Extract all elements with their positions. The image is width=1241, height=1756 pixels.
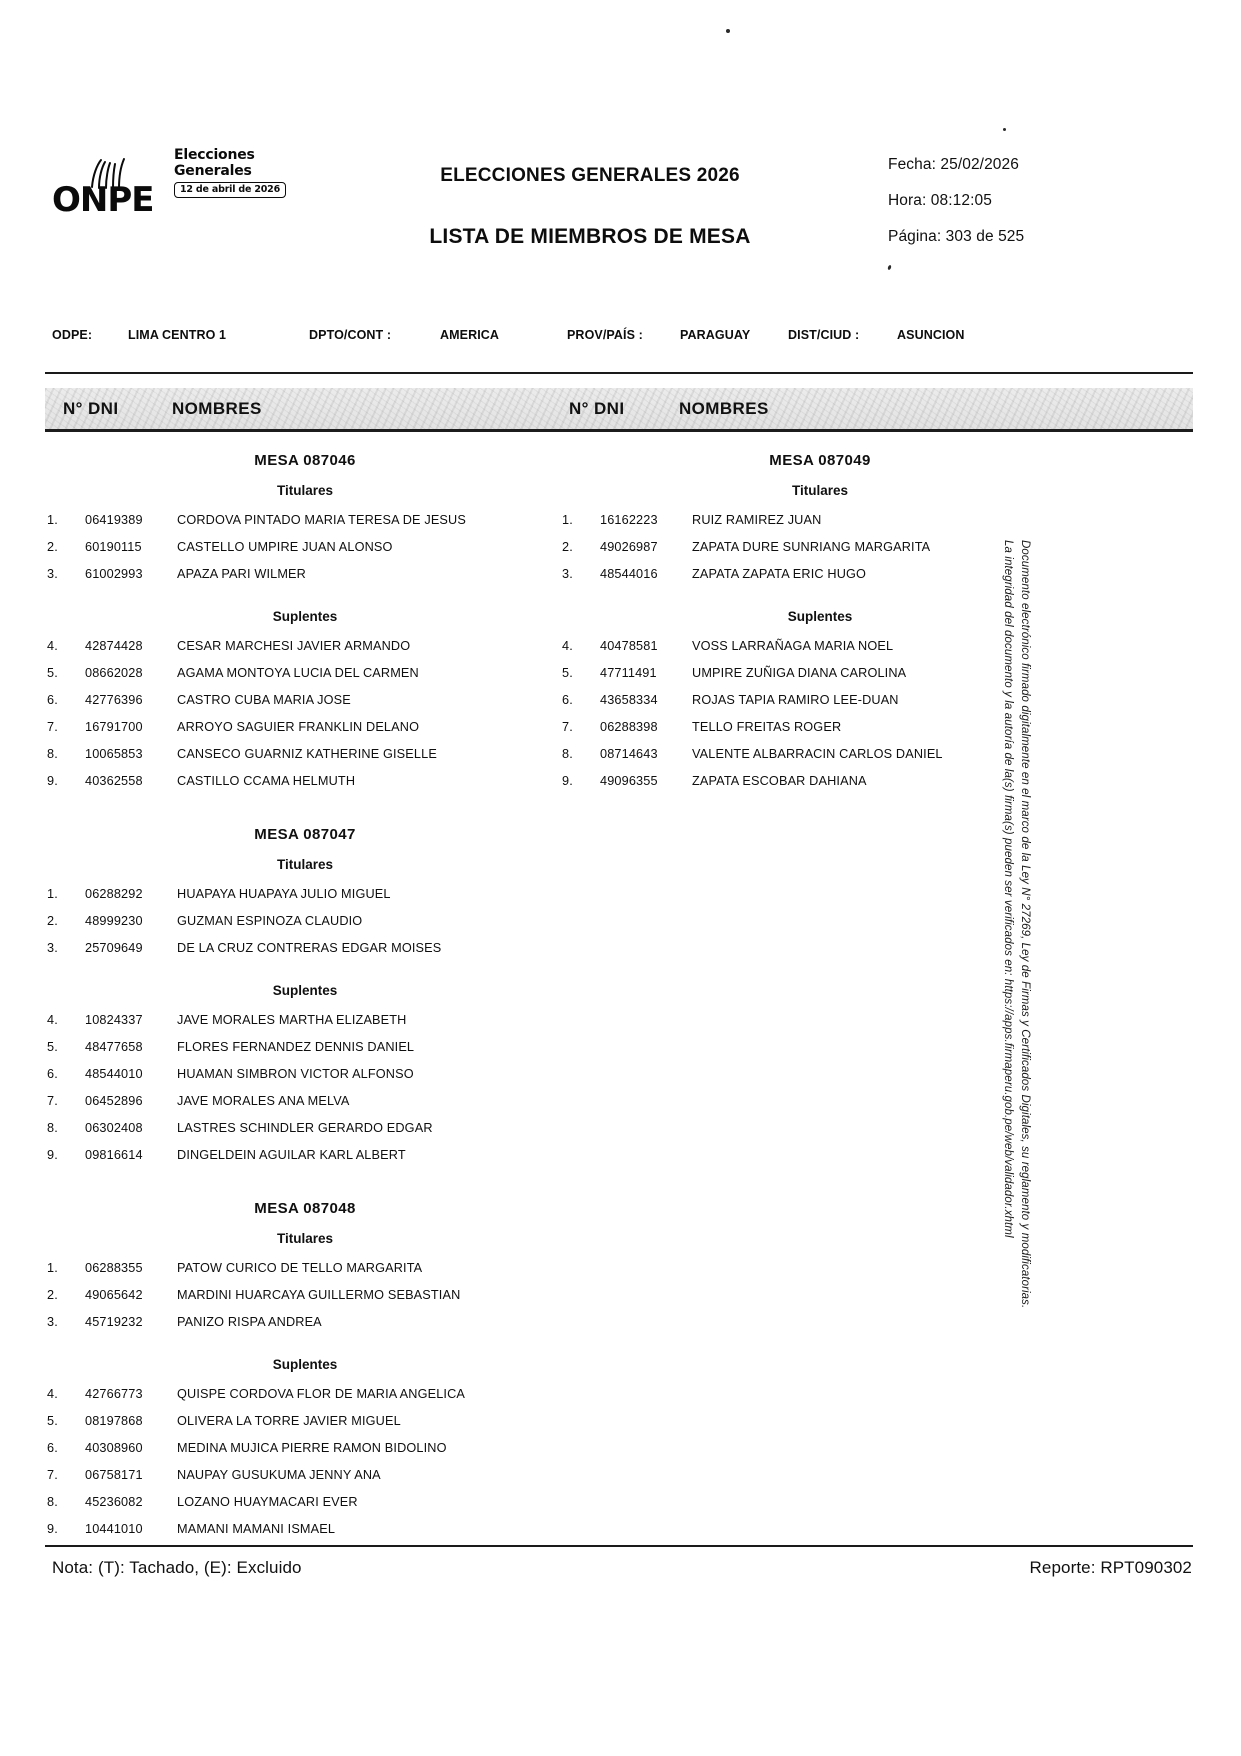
row-name: MAMANI MAMANI ISMAEL bbox=[177, 1522, 336, 1536]
row-name: CORDOVA PINTADO MARIA TERESA DE JESUS bbox=[177, 513, 466, 527]
table-row bbox=[45, 1384, 565, 1411]
row-dni: 60190115 bbox=[85, 540, 142, 554]
row-name: DINGELDEIN AGUILAR KARL ALBERT bbox=[177, 1148, 406, 1162]
row-dni: 10441010 bbox=[85, 1522, 143, 1536]
divider-bottom bbox=[45, 1545, 1193, 1547]
row-dni: 16162223 bbox=[600, 513, 658, 527]
row-name: RUIZ RAMIREZ JUAN bbox=[692, 513, 822, 527]
row-dni: 48544016 bbox=[600, 567, 658, 581]
row-dni: 06288355 bbox=[85, 1261, 143, 1275]
row-dni: 48477658 bbox=[85, 1040, 143, 1054]
table-row bbox=[45, 1091, 565, 1118]
row-index: 3. bbox=[47, 567, 58, 581]
row-name: MARDINI HUARCAYA GUILLERMO SEBASTIAN bbox=[177, 1288, 461, 1302]
row-index: 4. bbox=[47, 1013, 58, 1027]
row-name: LASTRES SCHINDLER GERARDO EDGAR bbox=[177, 1121, 433, 1135]
prov-label: PROV/PAÍS : bbox=[567, 328, 643, 342]
row-dni: 48544010 bbox=[85, 1067, 143, 1081]
digital-signature-note bbox=[999, 540, 1034, 1309]
mesa-block bbox=[45, 452, 565, 798]
table-row bbox=[45, 537, 565, 564]
row-index: 2. bbox=[47, 914, 58, 928]
row-name: FLORES FERNANDEZ DENNIS DANIEL bbox=[177, 1040, 415, 1054]
signature-note-line-1: Documento electrónico firmado digitalmente en el marco de la Ley N° 27269, Ley de Firmas y Certificados Digitales, su reglamento y modificatorias. bbox=[1019, 540, 1031, 1309]
table-row bbox=[45, 1285, 565, 1312]
row-dni: 61002993 bbox=[85, 567, 143, 581]
row-dni: 40308960 bbox=[85, 1441, 143, 1455]
table-row bbox=[45, 636, 565, 663]
row-name: APAZA PARI WILMER bbox=[177, 567, 306, 581]
row-index: 2. bbox=[562, 540, 573, 554]
row-dni: 48999230 bbox=[85, 914, 143, 928]
onpe-wordmark: ONPE bbox=[52, 180, 154, 220]
row-index: 7. bbox=[47, 1094, 58, 1108]
row-name: NAUPAY GUSUKUMA JENNY ANA bbox=[177, 1468, 381, 1482]
row-name: DE LA CRUZ CONTRERAS EDGAR MOISES bbox=[177, 941, 442, 955]
logo-line-generales: Generales bbox=[174, 163, 252, 180]
row-index: 1. bbox=[47, 1261, 58, 1275]
row-index: 6. bbox=[47, 693, 58, 707]
mesa-column-left bbox=[45, 452, 565, 1546]
row-name: ARROYO SAGUIER FRANKLIN DELANO bbox=[177, 720, 420, 734]
divider-top bbox=[45, 372, 1193, 374]
footer-report-code: Reporte: RPT090302 bbox=[1029, 1558, 1192, 1577]
row-dni: 06419389 bbox=[85, 513, 143, 527]
scan-speck-icon bbox=[1003, 128, 1006, 131]
row-name: ZAPATA DURE SUNRIANG MARGARITA bbox=[692, 540, 931, 554]
table-row bbox=[45, 911, 565, 938]
table-row bbox=[45, 1411, 565, 1438]
row-index: 5. bbox=[562, 666, 573, 680]
row-dni: 45719232 bbox=[85, 1315, 143, 1329]
row-dni: 10824337 bbox=[85, 1013, 143, 1027]
column-header-nombres-right: NOMBRES bbox=[679, 399, 769, 418]
onpe-logo-text bbox=[174, 147, 314, 198]
row-index: 6. bbox=[47, 1441, 58, 1455]
row-index: 8. bbox=[47, 1495, 58, 1509]
row-name: MEDINA MUJICA PIERRE RAMON BIDOLINO bbox=[177, 1441, 447, 1455]
row-index: 5. bbox=[47, 1040, 58, 1054]
role-heading-suplentes: Suplentes bbox=[787, 609, 853, 624]
table-row bbox=[45, 744, 565, 771]
row-index: 3. bbox=[47, 941, 58, 955]
table-row bbox=[45, 1312, 565, 1339]
table-row bbox=[560, 510, 1080, 537]
row-index: 7. bbox=[562, 720, 573, 734]
row-dni: 25709649 bbox=[85, 941, 143, 955]
table-row bbox=[45, 1145, 565, 1172]
role-heading-titulares: Titulares bbox=[276, 857, 334, 872]
row-dni: 49026987 bbox=[600, 540, 658, 554]
row-index: 4. bbox=[562, 639, 573, 653]
row-index: 2. bbox=[47, 540, 58, 554]
meta-hora: Hora: 08:12:05 bbox=[888, 192, 992, 209]
dpto-label: DPTO/CONT : bbox=[309, 328, 392, 342]
row-index: 6. bbox=[562, 693, 573, 707]
footer-note: Nota: (T): Tachado, (E): Excluido bbox=[52, 1558, 302, 1577]
row-name: CASTRO CUBA MARIA JOSE bbox=[177, 693, 351, 707]
location-row bbox=[52, 328, 1192, 350]
row-index: 4. bbox=[47, 639, 58, 653]
table-row bbox=[45, 1465, 565, 1492]
scan-speck-icon bbox=[887, 265, 892, 271]
logo-date-badge: 12 de abril de 2026 bbox=[174, 182, 286, 198]
dpto-value: AMERICA bbox=[440, 328, 500, 342]
odpe-value: LIMA CENTRO 1 bbox=[128, 328, 227, 342]
row-name: JAVE MORALES ANA MELVA bbox=[177, 1094, 350, 1108]
table-row bbox=[45, 884, 565, 911]
row-name: CASTELLO UMPIRE JUAN ALONSO bbox=[177, 540, 393, 554]
row-name: ROJAS TAPIA RAMIRO LEE-DUAN bbox=[692, 693, 899, 707]
mesa-block bbox=[45, 826, 565, 1172]
row-dni: 42766773 bbox=[85, 1387, 143, 1401]
table-row bbox=[45, 1118, 565, 1145]
table-row bbox=[45, 690, 565, 717]
row-dni: 06452896 bbox=[85, 1094, 143, 1108]
signature-note-line-2: La integridad del documento y la autoría de la(s) firma(s) pueden ser verificados en: https://apps.firmaperu.gob.pe/web/validador.xhtml bbox=[1001, 540, 1014, 1238]
row-dni: 40478581 bbox=[600, 639, 658, 653]
scan-speck-icon bbox=[726, 29, 730, 33]
role-heading-suplentes: Suplentes bbox=[272, 1357, 338, 1372]
row-index: 7. bbox=[47, 1468, 58, 1482]
row-index: 1. bbox=[47, 887, 58, 901]
row-dni: 06302408 bbox=[85, 1121, 143, 1135]
table-row bbox=[45, 1438, 565, 1465]
row-name: PANIZO RISPA ANDREA bbox=[177, 1315, 322, 1329]
table-row bbox=[45, 663, 565, 690]
table-row bbox=[45, 1010, 565, 1037]
role-heading-titulares: Titulares bbox=[791, 483, 849, 498]
row-index: 8. bbox=[47, 747, 58, 761]
dist-label: DIST/CIUD : bbox=[788, 328, 860, 342]
row-index: 2. bbox=[47, 1288, 58, 1302]
meta-fecha: Fecha: 25/02/2026 bbox=[888, 156, 1019, 173]
row-index: 9. bbox=[47, 1148, 58, 1162]
row-dni: 49096355 bbox=[600, 774, 658, 788]
row-name: LOZANO HUAYMACARI EVER bbox=[177, 1495, 358, 1509]
row-dni: 08197868 bbox=[85, 1414, 143, 1428]
odpe-label: ODPE: bbox=[52, 328, 93, 342]
table-row bbox=[45, 771, 565, 798]
row-name: VOSS LARRAÑAGA MARIA NOEL bbox=[692, 639, 894, 653]
table-column-header bbox=[45, 388, 1193, 432]
row-name: PATOW CURICO DE TELLO MARGARITA bbox=[177, 1261, 423, 1275]
document-footer bbox=[52, 1558, 1192, 1598]
row-name: UMPIRE ZUÑIGA DIANA CAROLINA bbox=[692, 666, 907, 680]
row-index: 9. bbox=[562, 774, 573, 788]
row-name: ZAPATA ESCOBAR DAHIANA bbox=[692, 774, 867, 788]
page-title: ELECCIONES GENERALES 2026 bbox=[440, 165, 740, 186]
role-heading-titulares: Titulares bbox=[276, 1231, 334, 1246]
row-index: 1. bbox=[47, 513, 58, 527]
row-index: 8. bbox=[47, 1121, 58, 1135]
row-name: HUAPAYA HUAPAYA JULIO MIGUEL bbox=[177, 887, 391, 901]
row-dni: 09816614 bbox=[85, 1148, 143, 1162]
row-index: 9. bbox=[47, 774, 58, 788]
row-name: AGAMA MONTOYA LUCIA DEL CARMEN bbox=[177, 666, 419, 680]
row-index: 3. bbox=[562, 567, 573, 581]
column-header-nombres-left: NOMBRES bbox=[172, 399, 262, 418]
row-dni: 49065642 bbox=[85, 1288, 143, 1302]
meta-pagina: Página: 303 de 525 bbox=[888, 228, 1025, 245]
mesa-title: MESA 087046 bbox=[254, 452, 356, 469]
row-index: 4. bbox=[47, 1387, 58, 1401]
row-dni: 06758171 bbox=[85, 1468, 143, 1482]
mesa-block bbox=[45, 1200, 565, 1546]
column-header-dni-right: N° DNI bbox=[569, 399, 625, 418]
row-dni: 06288398 bbox=[600, 720, 658, 734]
row-index: 1. bbox=[562, 513, 573, 527]
row-index: 3. bbox=[47, 1315, 58, 1329]
row-index: 8. bbox=[562, 747, 573, 761]
row-dni: 42874428 bbox=[85, 639, 143, 653]
row-name: VALENTE ALBARRACIN CARLOS DANIEL bbox=[692, 747, 943, 761]
row-name: TELLO FREITAS ROGER bbox=[692, 720, 842, 734]
row-name: CASTILLO CCAMA HELMUTH bbox=[177, 774, 356, 788]
row-dni: 10065853 bbox=[85, 747, 143, 761]
onpe-logo-mark bbox=[52, 161, 164, 220]
document-header bbox=[0, 143, 1241, 263]
header-meta bbox=[888, 156, 1188, 264]
logo-line-elecciones: Elecciones bbox=[174, 147, 255, 163]
role-heading-titulares: Titulares bbox=[276, 483, 334, 498]
row-name: QUISPE CORDOVA FLOR DE MARIA ANGELICA bbox=[177, 1387, 466, 1401]
row-dni: 40362558 bbox=[85, 774, 143, 788]
table-row bbox=[45, 938, 565, 965]
mesa-title: MESA 087047 bbox=[254, 826, 356, 843]
row-index: 6. bbox=[47, 1067, 58, 1081]
row-name: ZAPATA ZAPATA ERIC HUGO bbox=[692, 567, 867, 581]
row-name: CESAR MARCHESI JAVIER ARMANDO bbox=[177, 639, 411, 653]
table-row bbox=[45, 1037, 565, 1064]
onpe-logo bbox=[52, 147, 312, 220]
row-name: CANSECO GUARNIZ KATHERINE GISELLE bbox=[177, 747, 437, 761]
row-name: HUAMAN SIMBRON VICTOR ALFONSO bbox=[177, 1067, 414, 1081]
row-dni: 08714643 bbox=[600, 747, 658, 761]
mesa-title: MESA 087048 bbox=[254, 1200, 356, 1217]
row-index: 7. bbox=[47, 720, 58, 734]
row-name: OLIVERA LA TORRE JAVIER MIGUEL bbox=[177, 1414, 401, 1428]
row-dni: 08662028 bbox=[85, 666, 143, 680]
table-row bbox=[45, 564, 565, 591]
table-row bbox=[45, 717, 565, 744]
table-row bbox=[45, 1064, 565, 1091]
row-dni: 06288292 bbox=[85, 887, 143, 901]
row-dni: 45236082 bbox=[85, 1495, 143, 1509]
dist-value: ASUNCION bbox=[897, 328, 965, 342]
row-index: 9. bbox=[47, 1522, 58, 1536]
row-name: JAVE MORALES MARTHA ELIZABETH bbox=[177, 1013, 407, 1027]
row-dni: 42776396 bbox=[85, 693, 143, 707]
table-row bbox=[45, 1492, 565, 1519]
prov-value: PARAGUAY bbox=[680, 328, 751, 342]
row-name: GUZMAN ESPINOZA CLAUDIO bbox=[177, 914, 363, 928]
row-dni: 47711491 bbox=[600, 666, 657, 680]
mesa-title: MESA 087049 bbox=[769, 452, 871, 469]
table-row bbox=[45, 1519, 565, 1546]
table-row bbox=[45, 1258, 565, 1285]
row-dni: 43658334 bbox=[600, 693, 658, 707]
role-heading-suplentes: Suplentes bbox=[272, 983, 338, 998]
table-row bbox=[45, 510, 565, 537]
role-heading-suplentes: Suplentes bbox=[272, 609, 338, 624]
row-dni: 16791700 bbox=[85, 720, 143, 734]
page-subtitle: LISTA DE MIEMBROS DE MESA bbox=[429, 225, 751, 248]
row-index: 5. bbox=[47, 1414, 58, 1428]
row-index: 5. bbox=[47, 666, 58, 680]
column-header-dni-left: N° DNI bbox=[63, 399, 119, 418]
